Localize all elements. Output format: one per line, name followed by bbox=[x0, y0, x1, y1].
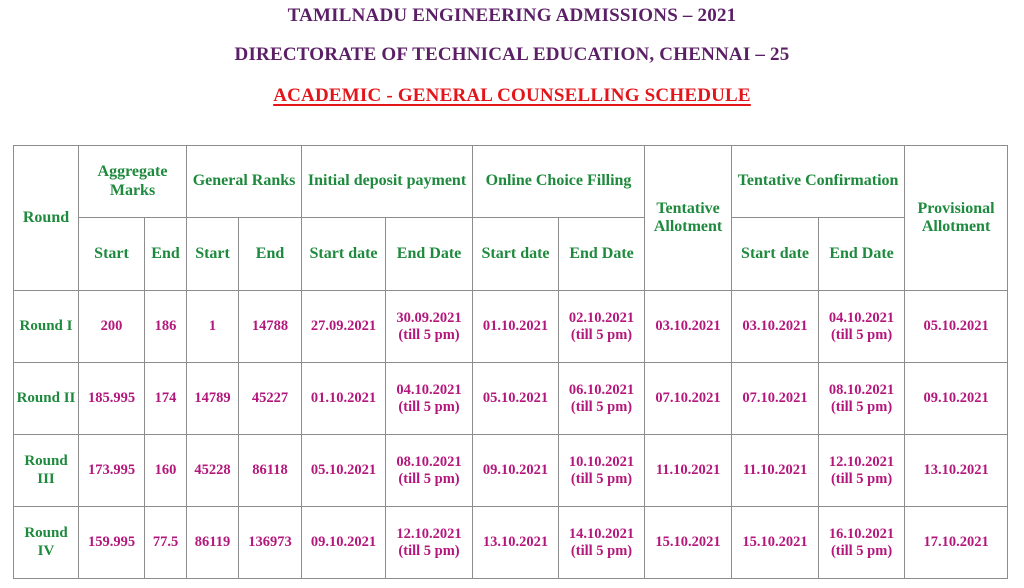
agg-end-cell: 186 bbox=[145, 291, 187, 363]
header-row-2 bbox=[14, 218, 1008, 291]
deposit-end-date: 04.10.2021 bbox=[396, 381, 462, 398]
rank-end-cell: 136973 bbox=[239, 507, 302, 579]
choice-start-cell: 05.10.2021 bbox=[473, 363, 559, 435]
subheader-rank-start: Start bbox=[187, 218, 239, 291]
deposit-end-cell bbox=[386, 507, 473, 579]
deposit-end-note: (till 5 pm) bbox=[398, 470, 460, 487]
round-label: Round III bbox=[14, 435, 79, 507]
confirm-end-note: (till 5 pm) bbox=[830, 470, 893, 487]
deposit-end-date: 30.09.2021 bbox=[396, 309, 462, 326]
confirm-end-cell bbox=[819, 291, 905, 363]
confirm-end-date: 16.10.2021 bbox=[828, 525, 895, 542]
subheader-choice-start: Start date bbox=[473, 218, 559, 291]
table-row bbox=[14, 435, 1008, 507]
schedule-title: ACADEMIC - GENERAL COUNSELLING SCHEDULE bbox=[273, 85, 751, 106]
subheader-deposit-end: End Date bbox=[386, 218, 473, 291]
header-round: Round bbox=[14, 146, 79, 291]
tentative-allotment-cell: 11.10.2021 bbox=[645, 435, 732, 507]
choice-start-cell: 13.10.2021 bbox=[473, 507, 559, 579]
choice-end-note: (till 5 pm) bbox=[570, 470, 633, 487]
confirm-end-note: (till 5 pm) bbox=[830, 542, 893, 559]
confirm-start-cell: 11.10.2021 bbox=[732, 435, 819, 507]
deposit-end-date: 08.10.2021 bbox=[396, 453, 462, 470]
deposit-start-cell: 09.10.2021 bbox=[302, 507, 386, 579]
choice-end-cell bbox=[559, 291, 645, 363]
deposit-start-cell: 27.09.2021 bbox=[302, 291, 386, 363]
directorate-title: DIRECTORATE OF TECHNICAL EDUCATION, CHENNAI – 25 bbox=[234, 44, 790, 65]
table-row bbox=[14, 507, 1008, 579]
agg-end-cell: 160 bbox=[145, 435, 187, 507]
header-tentative-allotment: Tentative Allotment bbox=[645, 146, 732, 291]
provisional-allotment-cell: 09.10.2021 bbox=[905, 363, 1008, 435]
choice-end-date: 14.10.2021 bbox=[568, 525, 635, 542]
deposit-end-date: 12.10.2021 bbox=[396, 525, 462, 542]
subheader-confirm-end: End Date bbox=[819, 218, 905, 291]
subheader-choice-end: End Date bbox=[559, 218, 645, 291]
confirm-end-cell bbox=[819, 507, 905, 579]
round-label: Round I bbox=[14, 291, 79, 363]
header-aggregate-marks: Aggregate Marks bbox=[79, 146, 187, 218]
choice-end-note: (till 5 pm) bbox=[570, 326, 633, 343]
confirm-end-cell bbox=[819, 435, 905, 507]
choice-end-date: 02.10.2021 bbox=[568, 309, 635, 326]
provisional-allotment-cell: 17.10.2021 bbox=[905, 507, 1008, 579]
round-label: Round IV bbox=[14, 507, 79, 579]
deposit-end-note: (till 5 pm) bbox=[398, 326, 460, 343]
rank-start-cell: 45228 bbox=[187, 435, 239, 507]
confirm-end-date: 12.10.2021 bbox=[828, 453, 895, 470]
counselling-schedule-table bbox=[13, 145, 1008, 579]
subheader-confirm-start: Start date bbox=[732, 218, 819, 291]
agg-start-cell: 200 bbox=[79, 291, 145, 363]
table-row bbox=[14, 363, 1008, 435]
deposit-end-cell bbox=[386, 435, 473, 507]
rank-start-cell: 14789 bbox=[187, 363, 239, 435]
agg-end-cell: 77.5 bbox=[145, 507, 187, 579]
header-row-1 bbox=[14, 146, 1008, 218]
header-general-ranks: General Ranks bbox=[187, 146, 302, 218]
deposit-start-cell: 05.10.2021 bbox=[302, 435, 386, 507]
choice-end-cell bbox=[559, 435, 645, 507]
provisional-allotment-cell: 05.10.2021 bbox=[905, 291, 1008, 363]
main-title: TAMILNADU ENGINEERING ADMISSIONS – 2021 bbox=[287, 5, 737, 26]
agg-end-cell: 174 bbox=[145, 363, 187, 435]
provisional-allotment-cell: 13.10.2021 bbox=[905, 435, 1008, 507]
choice-end-cell bbox=[559, 507, 645, 579]
confirm-end-date: 04.10.2021 bbox=[828, 309, 895, 326]
rank-end-cell: 86118 bbox=[239, 435, 302, 507]
confirm-end-note: (till 5 pm) bbox=[830, 398, 893, 415]
confirm-end-note: (till 5 pm) bbox=[830, 326, 893, 343]
choice-start-cell: 01.10.2021 bbox=[473, 291, 559, 363]
choice-end-note: (till 5 pm) bbox=[570, 398, 633, 415]
header-initial-deposit: Initial deposit payment bbox=[302, 146, 473, 218]
rank-end-cell: 45227 bbox=[239, 363, 302, 435]
deposit-end-note: (till 5 pm) bbox=[398, 542, 460, 559]
confirm-end-date: 08.10.2021 bbox=[828, 381, 895, 398]
confirm-start-cell: 15.10.2021 bbox=[732, 507, 819, 579]
tentative-allotment-cell: 15.10.2021 bbox=[645, 507, 732, 579]
choice-start-cell: 09.10.2021 bbox=[473, 435, 559, 507]
subheader-agg-start: Start bbox=[79, 218, 145, 291]
deposit-end-cell bbox=[386, 363, 473, 435]
confirm-start-cell: 03.10.2021 bbox=[732, 291, 819, 363]
tentative-allotment-cell: 03.10.2021 bbox=[645, 291, 732, 363]
choice-end-note: (till 5 pm) bbox=[570, 542, 633, 559]
agg-start-cell: 159.995 bbox=[79, 507, 145, 579]
choice-end-cell bbox=[559, 363, 645, 435]
round-label: Round II bbox=[14, 363, 79, 435]
agg-start-cell: 173.995 bbox=[79, 435, 145, 507]
tentative-allotment-cell: 07.10.2021 bbox=[645, 363, 732, 435]
table-row bbox=[14, 291, 1008, 363]
rank-start-cell: 86119 bbox=[187, 507, 239, 579]
rank-start-cell: 1 bbox=[187, 291, 239, 363]
deposit-end-note: (till 5 pm) bbox=[398, 398, 460, 415]
subheader-rank-end: End bbox=[239, 218, 302, 291]
confirm-start-cell: 07.10.2021 bbox=[732, 363, 819, 435]
deposit-start-cell: 01.10.2021 bbox=[302, 363, 386, 435]
choice-end-date: 10.10.2021 bbox=[568, 453, 635, 470]
agg-start-cell: 185.995 bbox=[79, 363, 145, 435]
header-online-choice: Online Choice Filling bbox=[473, 146, 645, 218]
subheader-deposit-start: Start date bbox=[302, 218, 386, 291]
header-provisional-allotment: Provisional Allotment bbox=[905, 146, 1008, 291]
deposit-end-cell bbox=[386, 291, 473, 363]
choice-end-date: 06.10.2021 bbox=[568, 381, 635, 398]
subheader-agg-end: End bbox=[145, 218, 187, 291]
header-tentative-confirmation: Tentative Confirmation bbox=[732, 146, 905, 218]
rank-end-cell: 14788 bbox=[239, 291, 302, 363]
confirm-end-cell bbox=[819, 363, 905, 435]
